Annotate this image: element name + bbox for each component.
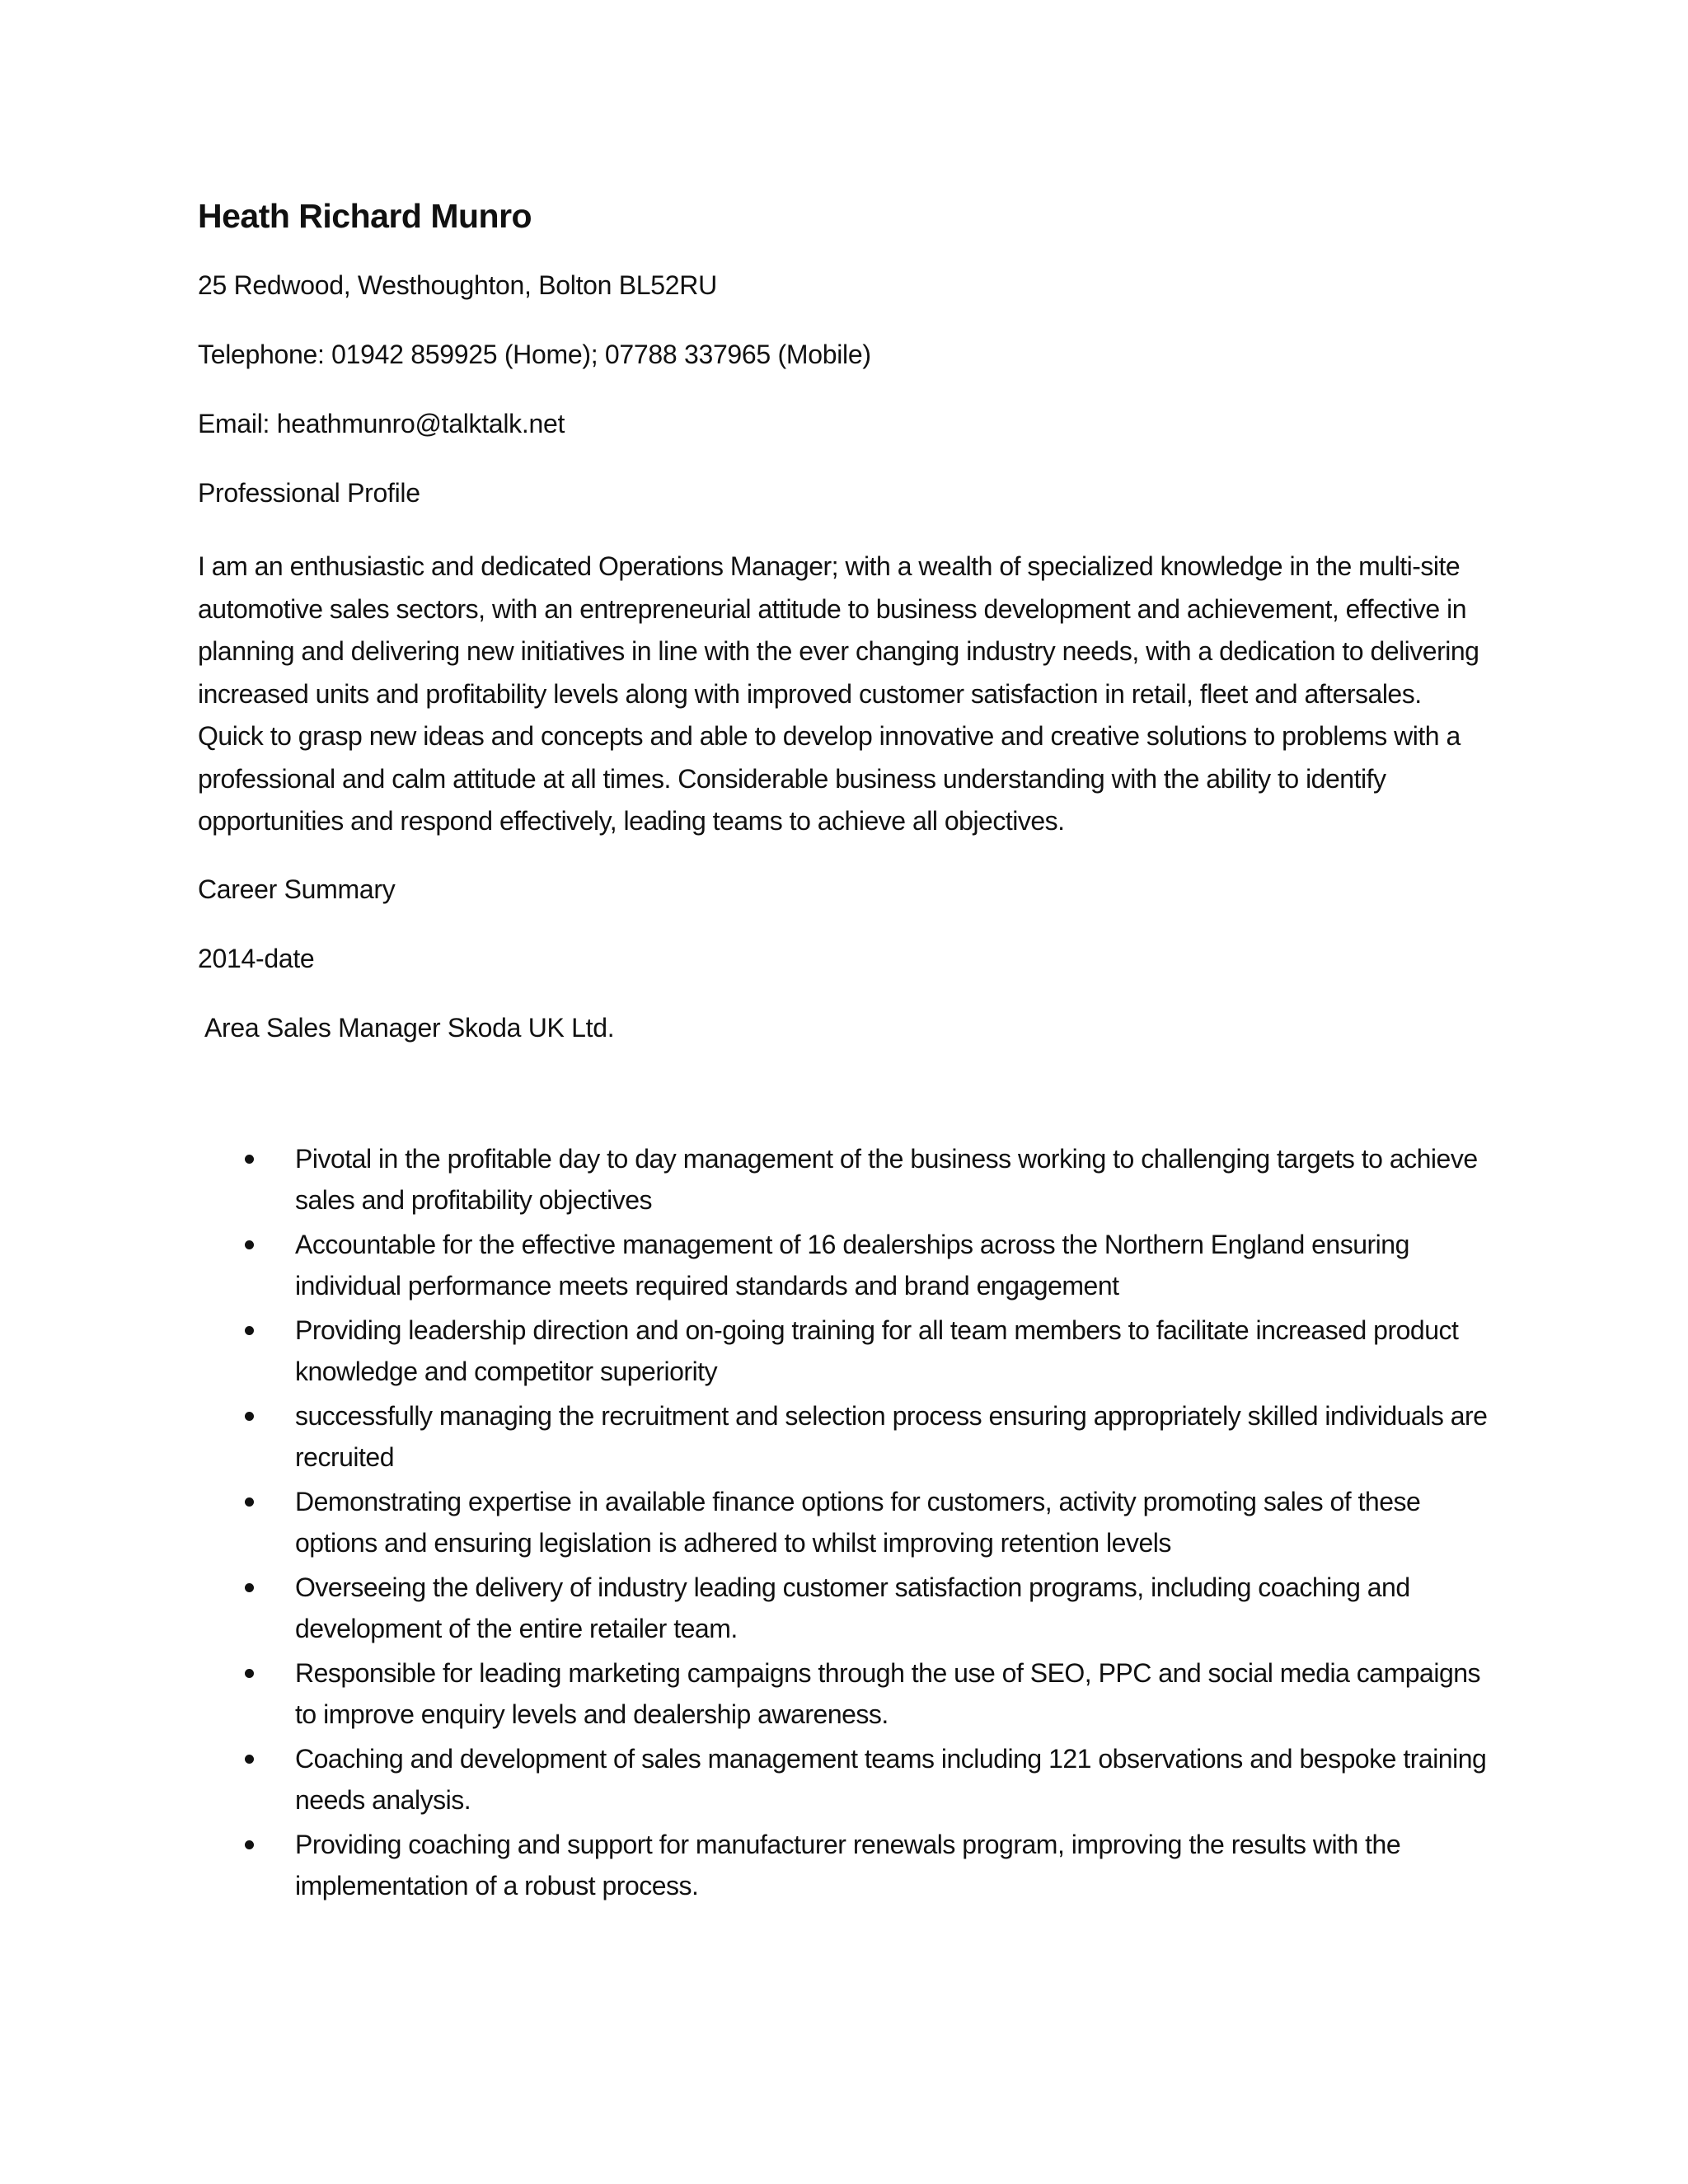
- email-line: Email: heathmunro@talktalk.net: [198, 409, 565, 438]
- list-item: [198, 1824, 1507, 1906]
- resume-content: [198, 194, 1488, 1910]
- list-item-text: successfully managing the recruitment and selection process ensuring appropriately skilled individuals are recruited: [295, 1400, 1488, 1472]
- list-item-text: Coaching and development of sales management teams including 121 observations and bespoke training needs analysis.: [295, 1743, 1487, 1815]
- list-item-text: Providing coaching and support for manufacturer renewals program, improving the results with the implementation of a robust process.: [295, 1829, 1401, 1900]
- list-item-text: Accountable for the effective management of 16 dealerships across the Northern England ensuring individual performance meets required standards and brand engagement: [295, 1229, 1409, 1301]
- list-item-text: Demonstrating expertise in available finance options for customers, activity promoting sales of these options and ensuring legislation is adhered to whilst improving retention levels: [295, 1486, 1421, 1558]
- bullet-icon: [245, 1240, 254, 1249]
- list-item-text: Overseeing the delivery of industry leading customer satisfaction programs, including coaching and development of the entire retailer team.: [295, 1572, 1410, 1643]
- list-item: [198, 1481, 1507, 1563]
- profile-paragraph: I am an enthusiastic and dedicated Operations Manager; with a wealth of specialized knowledge in the multi-site automotive sales sectors, with an entrepreneurial attitude to business development and achievement, effective in planning and delivering new initiatives in line with the ever changing industry needs, with a dedication to delivering increased units and profitability levels along with improved customer satisfaction in retail, fleet and aftersales. Quick to grasp new ideas and concepts and able to develop innovative and creative solutions to problems with a professional and calm attitude at all times. Considerable business understanding with the ability to identify opportunities and respond effectively, leading teams to achieve all objectives.: [198, 551, 1479, 836]
- profile-heading: Professional Profile: [198, 478, 420, 508]
- bullet-icon: [245, 1840, 254, 1849]
- list-item: [198, 1138, 1507, 1221]
- candidate-name: Heath Richard Munro: [198, 197, 532, 235]
- telephone-line: Telephone: 01942 859925 (Home); 07788 337965 (Mobile): [198, 340, 871, 369]
- list-item-text: Pivotal in the profitable day to day management of the business working to challenging targets to achieve sales and profitability objectives: [295, 1143, 1478, 1215]
- list-item-text: Responsible for leading marketing campaigns through the use of SEO, PPC and social media campaigns to improve enquiry levels and dealership awareness.: [295, 1657, 1481, 1729]
- bullet-icon: [245, 1412, 254, 1421]
- bullet-icon: [245, 1155, 254, 1164]
- list-item: [198, 1224, 1507, 1306]
- list-item: [198, 1310, 1507, 1392]
- address-line: 25 Redwood, Westhoughton, Bolton BL52RU: [198, 270, 717, 300]
- bullet-icon: [245, 1669, 254, 1678]
- list-item: [198, 1395, 1507, 1478]
- career-summary-heading: Career Summary: [198, 874, 396, 904]
- bullet-icon: [245, 1326, 254, 1335]
- bullet-icon: [245, 1583, 254, 1592]
- job-period: 2014-date: [198, 943, 315, 973]
- list-item: [198, 1738, 1507, 1821]
- list-item-text: Providing leadership direction and on-going training for all team members to facilitate increased product knowledge and competitor superiority: [295, 1315, 1459, 1386]
- job-title: Area Sales Manager Skoda UK Ltd.: [204, 1012, 615, 1043]
- responsibilities-list: [198, 1138, 1488, 1906]
- list-item: [198, 1567, 1507, 1649]
- list-item: [198, 1652, 1507, 1735]
- bullet-icon: [245, 1755, 254, 1764]
- bullet-icon: [245, 1497, 254, 1507]
